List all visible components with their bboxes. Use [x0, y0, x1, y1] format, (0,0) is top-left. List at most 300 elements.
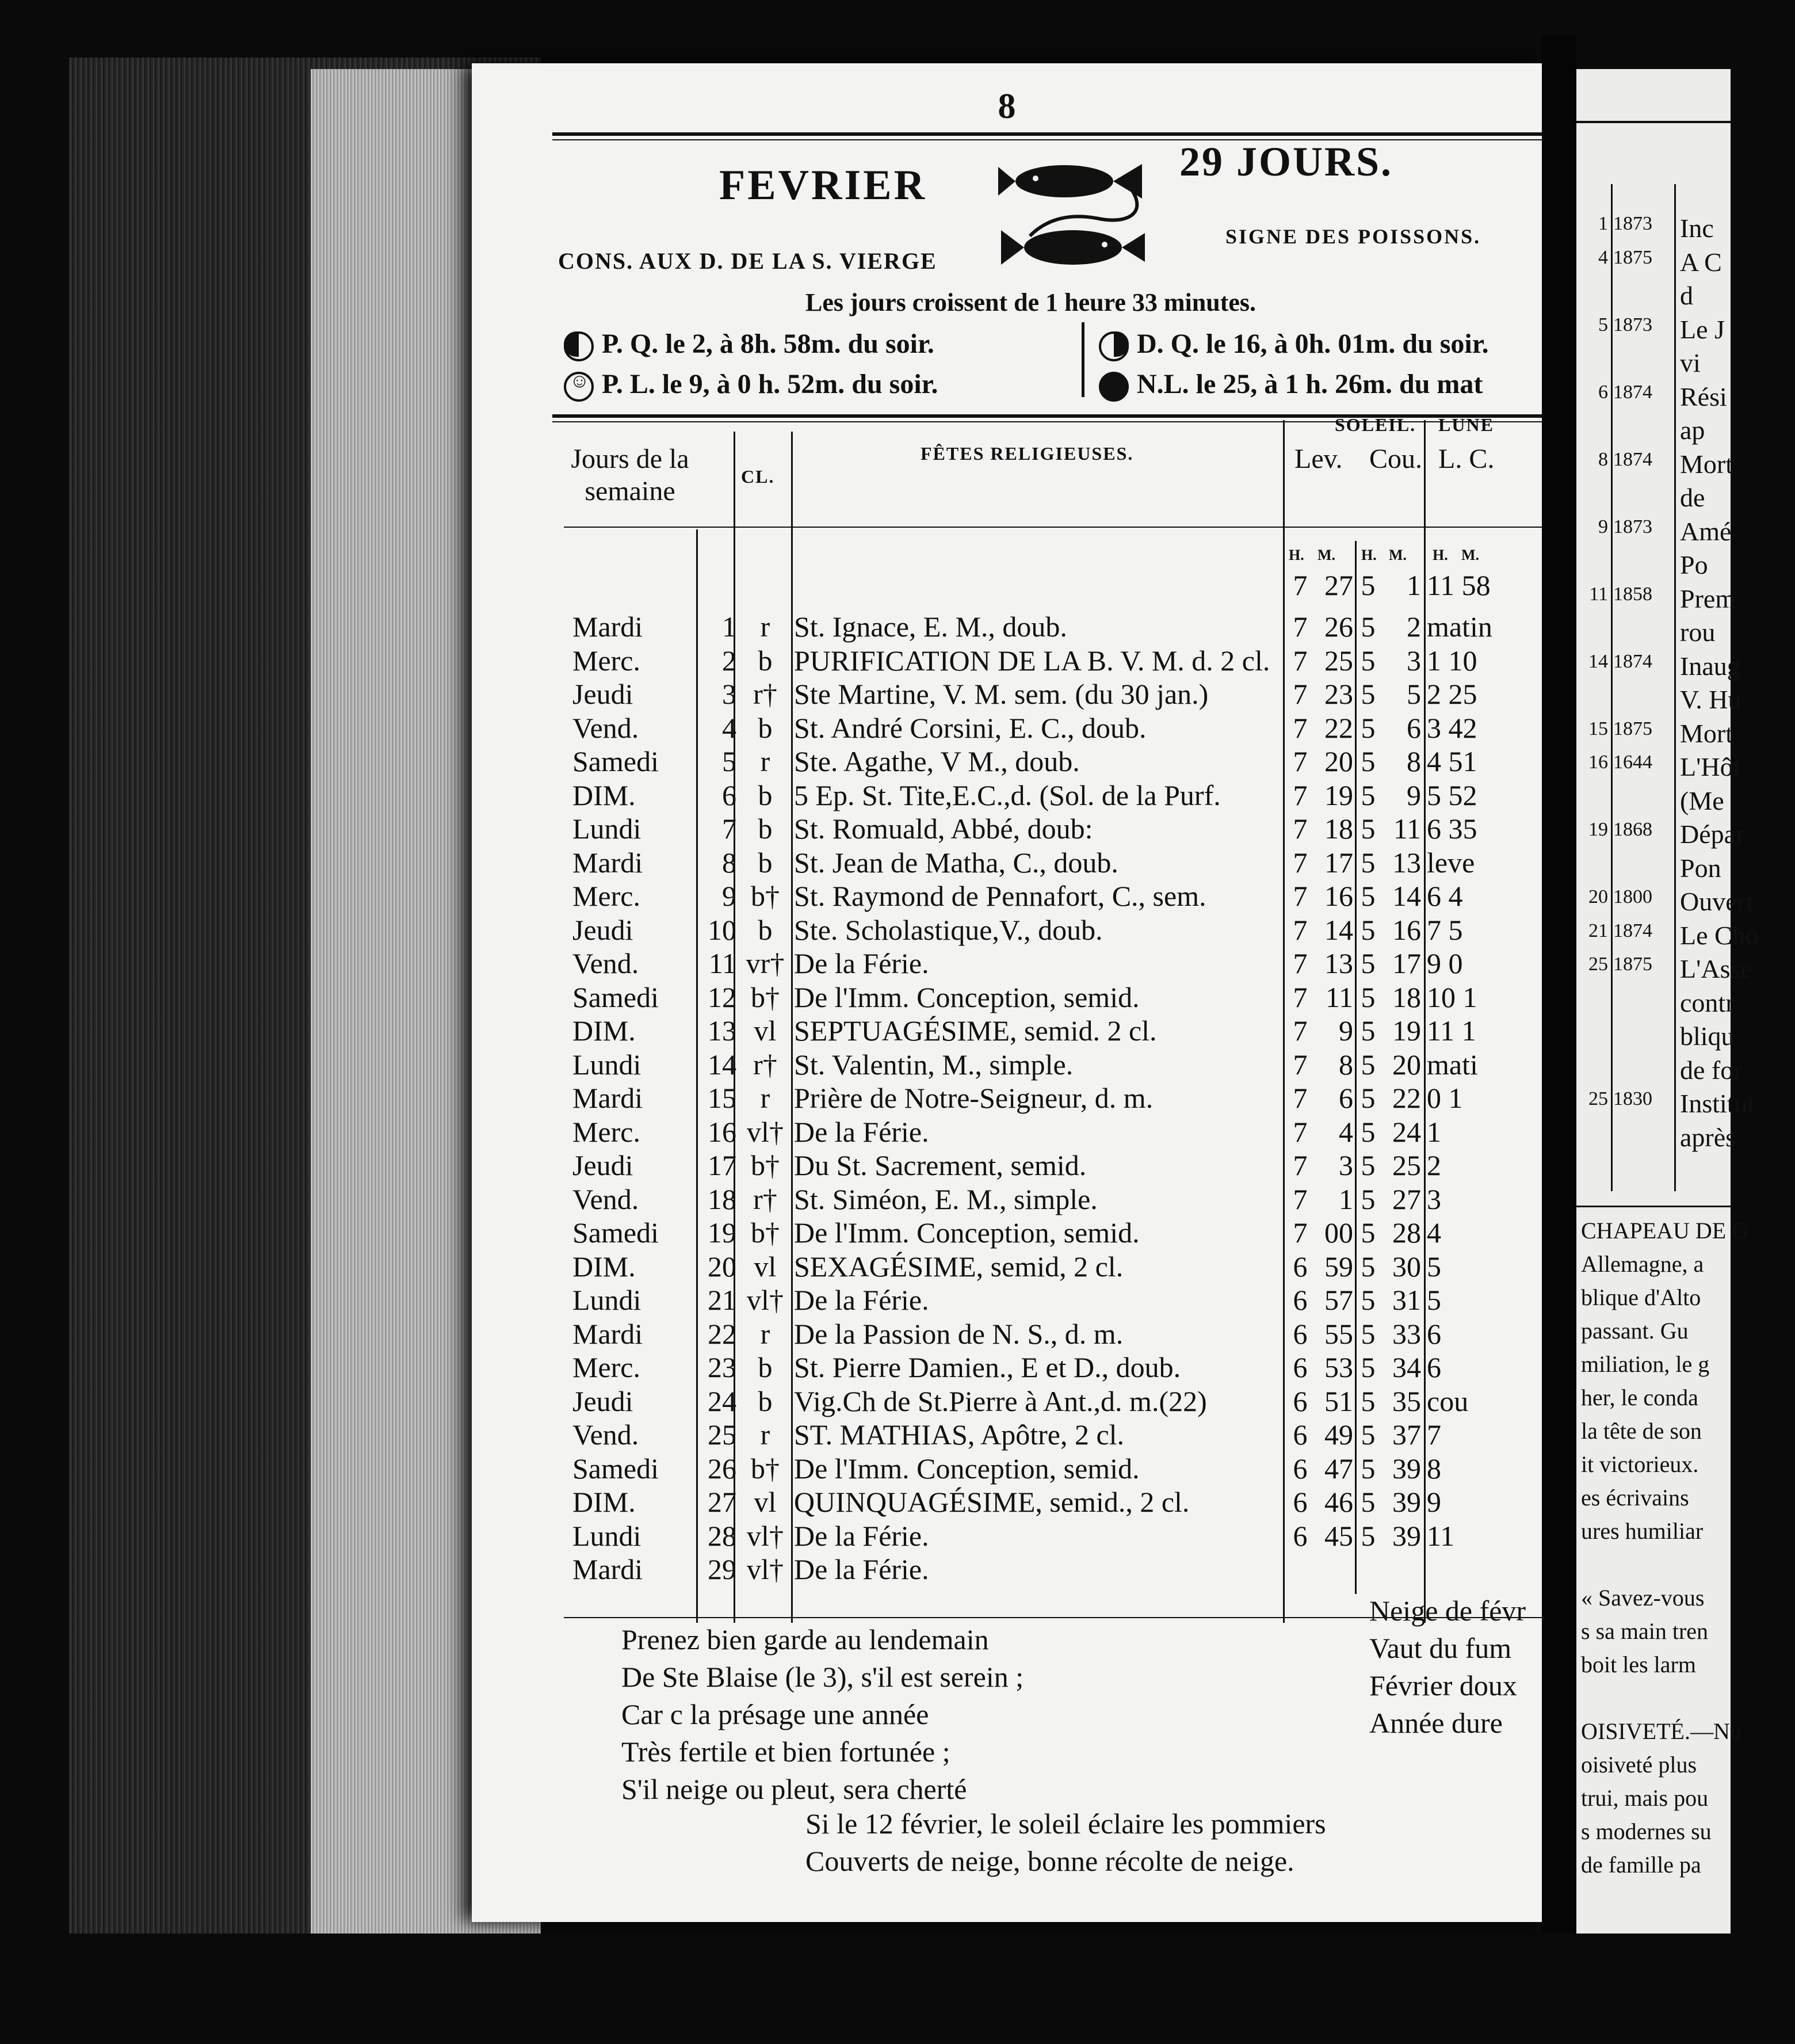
- adjacent-entry-text: ap: [1680, 415, 1705, 445]
- weekday-cell: Jeudi: [572, 913, 633, 946]
- adjacent-entry-n: 25: [1588, 1088, 1608, 1109]
- liturgical-color-cell: b†: [751, 1452, 780, 1485]
- moon-cell: 6: [1427, 1317, 1441, 1350]
- liturgical-color-cell: vl: [754, 1486, 777, 1518]
- adjacent-story-line: Allemagne, a: [1581, 1251, 1704, 1277]
- date-cell: 10: [708, 913, 736, 946]
- moon-cell: 6: [1427, 1351, 1441, 1383]
- table-row: [472, 1452, 1542, 1486]
- adjacent-story-line: miliation, le g: [1581, 1351, 1710, 1377]
- sunrise-minute-cell: 18: [1324, 813, 1353, 845]
- sunrise-minute-cell: 55: [1324, 1317, 1353, 1350]
- feast-cell: De la Férie.: [794, 1553, 929, 1585]
- adjacent-entry-text: Prem: [1680, 584, 1736, 613]
- full-moon-icon: [564, 372, 594, 402]
- sunset-minute-cell: 8: [1407, 745, 1421, 777]
- sunset-hour-cell: 5: [1361, 1486, 1376, 1518]
- liturgical-color-cell: b†: [751, 1217, 780, 1249]
- proverb-right-1: Neige de févr: [1369, 1595, 1526, 1627]
- liturgical-color-cell: b: [758, 779, 773, 811]
- first-quarter-moon-icon: [564, 331, 594, 361]
- adjacent-entry-n: 5: [1598, 314, 1608, 335]
- weekday-cell: Mardi: [572, 846, 643, 879]
- sunset-hour-cell: 5: [1361, 678, 1376, 710]
- weekday-cell: Vend.: [572, 1418, 639, 1451]
- sunset-minute-cell: 33: [1392, 1317, 1421, 1350]
- proverb-left-5: S'il neige ou pleut, sera cherté: [621, 1773, 967, 1805]
- moon-cell: 5 52: [1427, 779, 1477, 811]
- liturgical-color-cell: vl†: [747, 1553, 784, 1585]
- weekday-cell: DIM.: [572, 1486, 636, 1518]
- date-cell: 17: [708, 1149, 736, 1181]
- sunset-hour-cell: 5: [1361, 711, 1376, 744]
- feast-cell: St. Siméon, E. M., simple.: [794, 1183, 1098, 1215]
- adjacent-entry-text: L'Hôt: [1680, 752, 1741, 781]
- calendar-rows: [472, 610, 1542, 1587]
- sunrise-hour-cell: 7: [1293, 711, 1308, 744]
- moon-cell: 1 10: [1427, 644, 1477, 677]
- sunrise-minute-cell: 51: [1324, 1385, 1353, 1417]
- adjacent-story-line: s sa main tren: [1581, 1618, 1709, 1644]
- table-row: [472, 1250, 1542, 1284]
- sunrise-minute-cell: 45: [1324, 1519, 1353, 1552]
- weekday-cell: Jeudi: [572, 1385, 633, 1417]
- sunset-minute-cell: 34: [1392, 1351, 1421, 1383]
- header-cou: Cou.: [1369, 444, 1423, 474]
- adjacent-entry-text: Le Cho: [1680, 920, 1759, 950]
- sunset-hour-cell: 5: [1361, 947, 1376, 979]
- header-lune-col: L. C.: [1438, 444, 1495, 474]
- sunrise-minute-cell: 53: [1324, 1351, 1353, 1383]
- table-row: [472, 947, 1542, 981]
- adjacent-entry-text: V. Hu: [1680, 685, 1741, 714]
- phase-divider: [1082, 322, 1084, 397]
- moon-cell: 4 51: [1427, 745, 1477, 777]
- sunrise-hour-cell: 7: [1293, 611, 1308, 643]
- adjacent-entry-text: d: [1680, 281, 1693, 310]
- weekday-cell: Mardi: [572, 1317, 643, 1350]
- sunrise-minute-cell: 14: [1324, 913, 1353, 946]
- header-bottom-rule: [564, 527, 1542, 528]
- table-row: [472, 644, 1542, 678]
- feast-cell: De l'Imm. Conception, semid.: [794, 1452, 1140, 1485]
- sunset-minute-cell: 25: [1392, 1149, 1421, 1181]
- sunrise-hour-cell: 7: [1293, 880, 1308, 912]
- feast-cell: De l'Imm. Conception, semid.: [794, 1217, 1140, 1249]
- adjacent-story-line: CHAPEAU DE G: [1581, 1218, 1749, 1244]
- liturgical-color-cell: r†: [753, 1048, 777, 1081]
- feast-cell: Ste. Agathe, V M., doub.: [794, 745, 1080, 777]
- sunrise-minute-cell: 22: [1324, 711, 1353, 744]
- moon-cell: 3 42: [1427, 711, 1477, 744]
- table-row: [472, 1351, 1542, 1385]
- proverb-right-2: Vaut du fum: [1369, 1632, 1512, 1664]
- header-fetes: FÊTES RELIGIEUSES.: [921, 443, 1134, 464]
- moon-cell: 11 1: [1427, 1015, 1476, 1047]
- liturgical-color-cell: b†: [751, 981, 780, 1013]
- sunrise-hour-cell: 6: [1293, 1284, 1308, 1316]
- moon-cell: 10 1: [1427, 981, 1477, 1013]
- table-row: [472, 981, 1542, 1015]
- sunset-minute-cell: 28: [1392, 1217, 1421, 1249]
- sunset-minute-cell: 24: [1392, 1115, 1421, 1148]
- feast-cell: De la Férie.: [794, 1115, 929, 1148]
- liturgical-color-cell: b: [758, 711, 773, 744]
- table-row: [472, 846, 1542, 880]
- table-row: [472, 1418, 1542, 1452]
- adjacent-story-line: blique d'Alto: [1581, 1284, 1701, 1310]
- sunrise-minute-cell: 49: [1324, 1418, 1353, 1451]
- adjacent-entry-year: 1874: [1613, 650, 1652, 672]
- liturgical-color-cell: r: [760, 1082, 770, 1114]
- sunrise-minute-cell: 57: [1324, 1284, 1353, 1316]
- weekday-cell: DIM.: [572, 1250, 636, 1283]
- header-lev: Lev.: [1294, 444, 1343, 474]
- liturgical-color-cell: b: [758, 813, 773, 845]
- new-moon-icon: [1099, 372, 1129, 402]
- moon-cell: cou: [1427, 1385, 1469, 1417]
- table-row: [472, 745, 1542, 779]
- sunset-hour-cell: 5: [1361, 611, 1376, 643]
- sunset-minute-cell: 17: [1392, 947, 1421, 979]
- adjacent-story-line: de famille pa: [1581, 1852, 1701, 1878]
- date-cell: 5: [722, 745, 736, 777]
- adjacent-entry-text: L'Asse: [1680, 954, 1752, 983]
- sunset-minute-cell: 14: [1392, 880, 1421, 912]
- moon-cell: 2: [1427, 1149, 1441, 1181]
- date-cell: 21: [708, 1284, 736, 1316]
- sunset-minute-cell: 30: [1392, 1250, 1421, 1283]
- adjacent-entry-text: Institut: [1680, 1089, 1755, 1118]
- liturgical-color-cell: vl†: [747, 1284, 784, 1316]
- sunset-minute-cell: 39: [1392, 1452, 1421, 1485]
- adjacent-entry-n: 21: [1588, 920, 1608, 941]
- sunset-minute-cell: 13: [1392, 846, 1421, 879]
- weekday-cell: Lundi: [572, 1048, 641, 1081]
- sunset-hour-cell: 5: [1361, 1317, 1376, 1350]
- month-title: FEVRIER: [719, 162, 927, 209]
- moon-cell: matin: [1427, 611, 1492, 643]
- page-number: 8: [998, 87, 1016, 126]
- adjacent-entry-text: Ouvert: [1680, 887, 1754, 916]
- weekday-cell: Lundi: [572, 1284, 641, 1316]
- adjacent-story-line: her, le conda: [1581, 1385, 1698, 1410]
- zodiac-sign: SIGNE DES POISSONS.: [1225, 225, 1481, 248]
- adjacent-entry-n: 8: [1598, 448, 1608, 470]
- liturgical-color-cell: vl†: [747, 1519, 784, 1552]
- adjacent-entry-text: Po: [1680, 550, 1708, 579]
- header-cl: CL.: [741, 466, 775, 487]
- sunset-minute-cell: 39: [1392, 1486, 1421, 1518]
- date-cell: 11: [708, 947, 736, 979]
- sunset-hour-cell: 5: [1361, 880, 1376, 912]
- feast-cell: St. Raymond de Pennafort, C., sem.: [794, 880, 1206, 912]
- adjacent-story-line: passant. Gu: [1581, 1318, 1689, 1344]
- adjacent-entry-text: Mort: [1680, 718, 1733, 748]
- sunrise-hour-cell: 7: [1293, 644, 1308, 677]
- sunset-minute-cell: 5: [1407, 678, 1421, 710]
- feast-cell: St. Jean de Matha, C., doub.: [794, 846, 1118, 879]
- adjacent-entry-year: 1800: [1613, 886, 1652, 907]
- feast-cell: De la Férie.: [794, 1284, 929, 1316]
- moon-cell: 5: [1427, 1284, 1441, 1316]
- adjacent-col-line-1: [1611, 184, 1613, 1191]
- date-cell: 28: [708, 1519, 736, 1552]
- weekday-cell: Merc.: [572, 880, 640, 912]
- adjacent-entry-text: A C: [1680, 247, 1722, 277]
- moon-phase-last-quarter: D. Q. le 16, à 0h. 01m. du soir.: [1099, 328, 1489, 361]
- table-row: [472, 1385, 1542, 1418]
- sunset-minute-cell: 3: [1407, 644, 1421, 677]
- date-cell: 2: [722, 644, 736, 677]
- liturgical-color-cell: r: [760, 611, 770, 643]
- unit-lev-h: H.: [1289, 547, 1304, 563]
- moon-phase-new: N.L. le 25, à 1 h. 26m. du mat: [1099, 368, 1483, 402]
- moon-cell: 2 25: [1427, 678, 1477, 710]
- table-row: [472, 1149, 1542, 1183]
- dedication: CONS. AUX D. DE LA S. VIERGE: [558, 248, 937, 274]
- table-row: [472, 1048, 1542, 1082]
- adjacent-top-rule: [1576, 121, 1731, 123]
- sunset-minute-cell: 6: [1407, 711, 1421, 744]
- sunset-hour-cell: 5: [1361, 1048, 1376, 1081]
- sunset-minute-cell: 22: [1392, 1082, 1421, 1114]
- adjacent-entry-year: 1830: [1613, 1088, 1652, 1109]
- weekday-cell: Mardi: [572, 611, 643, 643]
- proverb-left-4: Très fertile et bien fortunée ;: [621, 1736, 950, 1768]
- date-cell: 18: [708, 1183, 736, 1215]
- moon-cell: 1: [1427, 1115, 1441, 1148]
- date-cell: 13: [708, 1015, 736, 1047]
- date-cell: 26: [708, 1452, 736, 1485]
- adjacent-entry-year: 1873: [1613, 516, 1652, 537]
- feast-cell: Prière de Notre-Seigneur, d. m.: [794, 1082, 1154, 1114]
- sunrise-hour-cell: 7: [1293, 1183, 1308, 1215]
- adjacent-entry-text: Rési: [1680, 382, 1727, 411]
- sunset-hour-cell: 5: [1361, 1115, 1376, 1148]
- table-row: [472, 1283, 1542, 1317]
- sunrise-minute-cell: 17: [1324, 846, 1353, 879]
- header-rule: [552, 132, 1542, 136]
- table-row: [472, 1216, 1542, 1250]
- date-cell: 29: [708, 1553, 736, 1585]
- sunrise-hour-cell: 7: [1293, 779, 1308, 811]
- adjacent-entry-year: 1873: [1613, 213, 1652, 234]
- sunrise-minute-cell: 11: [1325, 981, 1353, 1013]
- liturgical-color-cell: vl†: [747, 1115, 784, 1148]
- adjacent-entry-text: Amé: [1680, 516, 1732, 546]
- feast-cell: SEPTUAGÉSIME, semid. 2 cl.: [794, 1015, 1157, 1047]
- table-row: [472, 1014, 1542, 1048]
- sunrise-minute-cell: 47: [1324, 1452, 1353, 1485]
- days-count: 29 JOURS.: [1179, 139, 1393, 185]
- unit-cou-m: M.: [1389, 547, 1407, 563]
- feast-cell: De la Passion de N. S., d. m.: [794, 1317, 1124, 1350]
- feast-cell: SEXAGÉSIME, semid, 2 cl.: [794, 1250, 1124, 1283]
- proverb-bottom-1: Si le 12 février, le soleil éclaire les pommiers: [805, 1807, 1326, 1840]
- feast-cell: St. Ignace, E. M., doub.: [794, 611, 1067, 643]
- weekday-cell: Mardi: [572, 1553, 643, 1585]
- feast-cell: St. Pierre Damien., E et D., doub.: [794, 1351, 1181, 1383]
- moon-cell: 6 4: [1427, 880, 1463, 912]
- adjacent-entry-text: après: [1680, 1122, 1736, 1152]
- liturgical-color-cell: b: [758, 913, 773, 946]
- sunrise-minute-cell: 6: [1339, 1082, 1353, 1114]
- date-cell: 19: [708, 1217, 736, 1249]
- date-cell: 8: [722, 846, 736, 879]
- weekday-cell: Merc.: [572, 1351, 640, 1383]
- sunrise-minute-cell: 20: [1324, 745, 1353, 777]
- moon-cell: leve: [1427, 846, 1475, 879]
- sunset-minute-cell: 39: [1392, 1519, 1421, 1552]
- sunset-hour-cell: 5: [1361, 779, 1376, 811]
- weekday-cell: DIM.: [572, 1015, 636, 1047]
- adjacent-entry-text: rou: [1680, 617, 1716, 647]
- date-cell: 25: [708, 1418, 736, 1451]
- adjacent-entry-year: 1875: [1613, 954, 1652, 975]
- sunrise-minute-cell: 16: [1324, 880, 1353, 912]
- sunrise-minute-cell: 3: [1339, 1149, 1353, 1181]
- adjacent-entry-n: 1: [1598, 213, 1608, 234]
- feast-cell: QUINQUAGÉSIME, semid., 2 cl.: [794, 1486, 1190, 1518]
- date-cell: 1: [722, 611, 736, 643]
- adjacent-entry-n: 20: [1588, 886, 1608, 907]
- header-rule-thin: [552, 139, 1542, 140]
- pisces-fish-icon: [995, 150, 1151, 282]
- table-row: [472, 677, 1542, 711]
- sunset-hour-cell: 5: [1361, 1284, 1376, 1316]
- weekday-cell: Merc.: [572, 1115, 640, 1148]
- adjacent-story-line: OISIVETÉ.—Nu: [1581, 1718, 1741, 1744]
- adjacent-story-line: oisiveté plus: [1581, 1752, 1697, 1778]
- sunrise-hour-cell: 6: [1293, 1250, 1308, 1283]
- feast-cell: St. André Corsini, E. C., doub.: [794, 711, 1147, 744]
- weekday-cell: Vend.: [572, 1183, 639, 1215]
- sunset-minute-cell: 37: [1392, 1418, 1421, 1451]
- adjacent-entry-text: bliqu: [1680, 1021, 1735, 1051]
- adjacent-story-line: it victorieux.: [1581, 1451, 1699, 1477]
- proverb-left-2: De Ste Blaise (le 3), s'il est serein ;: [621, 1661, 1024, 1693]
- sunrise-hour-cell: 6: [1293, 1452, 1308, 1485]
- moon-cell: 5: [1427, 1250, 1441, 1283]
- adjacent-entry-n: 25: [1588, 954, 1608, 975]
- adjacent-entry-text: Inaug: [1680, 651, 1740, 681]
- sunset-minute-cell: 31: [1392, 1284, 1421, 1316]
- liturgical-color-cell: vl: [754, 1250, 777, 1283]
- table-row: [472, 879, 1542, 913]
- sunrise-hour-cell: 6: [1293, 1418, 1308, 1451]
- sunrise-minute-cell: 9: [1339, 1015, 1353, 1047]
- adjacent-entry-n: 16: [1588, 752, 1608, 773]
- adjacent-entry-text: de for: [1680, 1055, 1743, 1085]
- weekday-cell: Vend.: [572, 947, 639, 979]
- weekday-cell: Merc.: [572, 644, 640, 677]
- sunset-hour-cell: 5: [1361, 1418, 1376, 1451]
- date-cell: 14: [708, 1048, 736, 1081]
- adjacent-entry-year: 1874: [1613, 920, 1652, 941]
- feast-cell: De la Férie.: [794, 947, 929, 979]
- date-cell: 16: [708, 1115, 736, 1148]
- moon-cell: 8: [1427, 1452, 1441, 1485]
- unit-lune-h: H.: [1433, 547, 1448, 563]
- adjacent-entry-n: 4: [1598, 246, 1608, 268]
- sunrise-hour-cell: 7: [1293, 1082, 1308, 1114]
- adjacent-entry-year: 1873: [1613, 314, 1652, 335]
- moon-cell: 11: [1427, 1519, 1455, 1552]
- date-cell: 12: [708, 981, 736, 1013]
- moon-cell: 3: [1427, 1183, 1441, 1215]
- moon-phase-first-quarter: P. Q. le 2, à 8h. 58m. du soir.: [564, 328, 934, 361]
- adjacent-entry-year: 1644: [1613, 752, 1652, 773]
- feast-cell: ST. MATHIAS, Apôtre, 2 cl.: [794, 1418, 1125, 1451]
- moon-cell: 7: [1427, 1418, 1441, 1451]
- liturgical-color-cell: b: [758, 644, 773, 677]
- date-cell: 24: [708, 1385, 736, 1417]
- sunrise-hour-cell: 7: [1293, 1015, 1308, 1047]
- liturgical-color-cell: r: [760, 1317, 770, 1350]
- proverb-bottom-2: Couverts de neige, bonne récolte de neige.: [805, 1845, 1294, 1877]
- feast-cell: 5 Ep. St. Tite,E.C.,d. (Sol. de la Purf.: [794, 779, 1221, 811]
- feast-cell: PURIFICATION DE LA B. V. M. d. 2 cl.: [794, 644, 1270, 677]
- adjacent-mid-rule: [1576, 1206, 1731, 1207]
- liturgical-color-cell: b: [758, 846, 773, 879]
- liturgical-color-cell: r: [760, 1418, 770, 1451]
- sunset-hour-cell: 5: [1361, 644, 1376, 677]
- weekday-cell: Samedi: [572, 1217, 659, 1249]
- liturgical-color-cell: vl: [754, 1015, 777, 1047]
- adjacent-entry-n: 11: [1589, 583, 1608, 605]
- adjacent-entry-text: Pon: [1680, 853, 1721, 883]
- moon-cell: 6 35: [1427, 813, 1477, 845]
- sunrise-hour-cell: 7: [1293, 813, 1308, 845]
- sunset-hour-cell: 5: [1361, 813, 1376, 845]
- sunset-minute-cell: 11: [1393, 813, 1421, 845]
- liturgical-color-cell: vr†: [746, 947, 785, 979]
- liturgical-color-cell: b†: [751, 880, 780, 912]
- table-row: [472, 1081, 1542, 1115]
- liturgical-color-cell: b: [758, 1385, 773, 1417]
- table-row: [472, 1553, 1542, 1587]
- last-quarter-moon-icon: [1099, 331, 1129, 361]
- date-cell: 20: [708, 1250, 736, 1283]
- adjacent-entry-text: Dépar: [1680, 819, 1745, 849]
- date-cell: 6: [722, 779, 736, 811]
- sunset-hour-cell: 5: [1361, 1082, 1376, 1114]
- adjacent-entry-text: Inc: [1680, 213, 1714, 243]
- adjacent-story-line: s modernes su: [1581, 1818, 1712, 1844]
- adjacent-page: [1576, 69, 1759, 1934]
- feast-cell: Vig.Ch de St.Pierre à Ant.,d. m.(22): [794, 1385, 1207, 1417]
- adjacent-entry-n: 15: [1588, 718, 1608, 739]
- moon-cell: 9: [1427, 1486, 1441, 1518]
- sunrise-minute-cell: 59: [1324, 1250, 1353, 1283]
- proverb-left-3: Car c la présage une année: [621, 1698, 929, 1730]
- table-row: [472, 1183, 1542, 1217]
- adjacent-story-line: la tête de son: [1581, 1418, 1702, 1444]
- weekday-cell: Lundi: [572, 1519, 641, 1552]
- adjacent-entry-year: 1874: [1613, 381, 1652, 403]
- feast-cell: De l'Imm. Conception, semid.: [794, 981, 1140, 1013]
- adjacent-col-line-2: [1674, 184, 1676, 1191]
- table-row: [472, 913, 1542, 947]
- feast-cell: St. Romuald, Abbé, doub:: [794, 813, 1093, 845]
- adjacent-entry-year: 1875: [1613, 246, 1652, 268]
- sunrise-minute-cell: 23: [1324, 678, 1353, 710]
- sunrise-hour-cell: 6: [1293, 1351, 1308, 1383]
- date-cell: 3: [722, 678, 736, 710]
- book-gutter: [1542, 35, 1576, 1934]
- sunrise-minute-cell: 13: [1324, 947, 1353, 979]
